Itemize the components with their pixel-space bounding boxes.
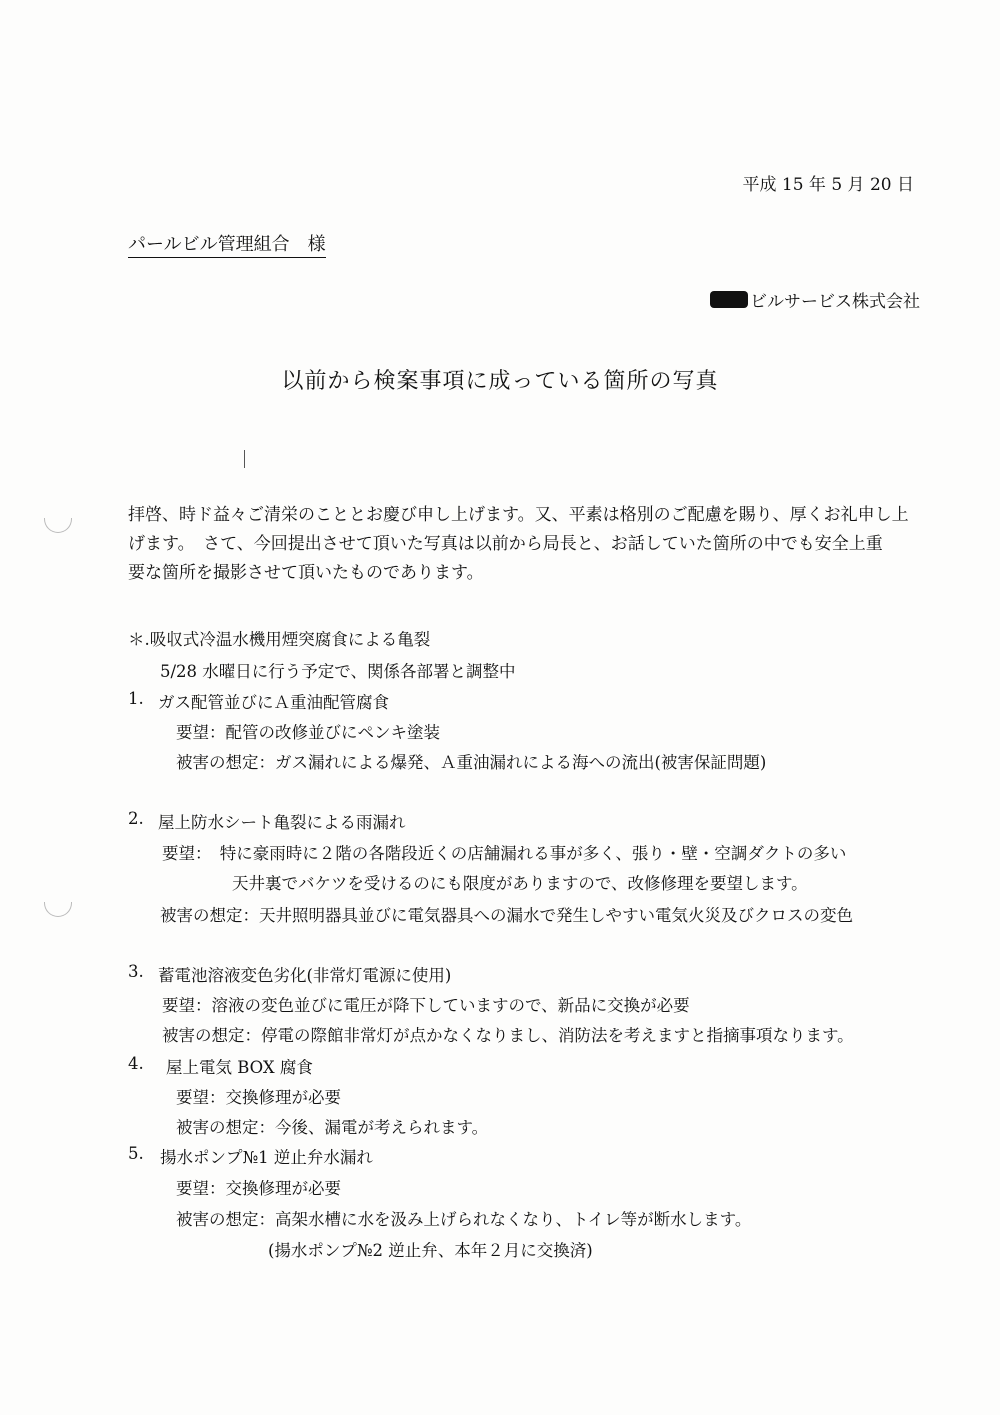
sender-company (710, 287, 920, 312)
intro-paragraph (128, 501, 928, 588)
item-number: 5. (128, 1144, 144, 1163)
document-title: 以前から検案事項に成っている箇所の写真 (281, 369, 719, 394)
item-note: (揚水ポンプ№2 逆止弁、本年２月に交換済) (268, 1241, 593, 1260)
item-title: 屋上電気 BOX 腐食 (166, 1058, 313, 1077)
item-request: 要望：交換修理が必要 (176, 1088, 341, 1107)
item-damage: 被害の想定：今後、漏電が考えられます。 (176, 1118, 489, 1137)
item-damage: 被害の想定：停電の際館非常灯が点かなくなりまし、消防法を考えますと指摘事項なります。 (162, 1026, 854, 1045)
stray-mark (244, 450, 245, 468)
item-number: 4. (128, 1054, 144, 1073)
intro-line: げます。 さて、今回提出させて頂いた写真は以前から局長と、お話していた箇所の中でも安全上重 (128, 534, 883, 554)
intro-line: 要な箇所を撮影させて頂いたものであります。 (128, 563, 484, 583)
punch-hole-mark (44, 902, 72, 917)
item-title: 揚水ポンプ№1 逆止弁水漏れ (160, 1148, 373, 1167)
item-request: 要望：溶液の変色並びに電圧が降下していますので、新品に交換が必要 (162, 996, 690, 1015)
recipient-name: パールビル管理組合 様 (128, 230, 326, 258)
item-number: 2. (128, 809, 144, 828)
item-title: 屋上防水シート亀裂による雨漏れ (158, 813, 406, 832)
sender-company-name: ビルサービス株式会社 (750, 292, 920, 312)
item-damage: 被害の想定：ガス漏れによる爆発、Ａ重油漏れによる海への流出(被害保証問題) (176, 753, 767, 772)
item-title: ガス配管並びにＡ重油配管腐食 (158, 693, 389, 712)
item-number: 1. (128, 689, 144, 708)
item-request: 要望：交換修理が必要 (176, 1179, 341, 1198)
item-request-continued: 天井裏でバケツを受けるのにも限度がありますので、改修修理を要望します。 (232, 874, 808, 893)
item-title: 蓄電池溶液変色劣化(非常灯電源に使用) (158, 966, 452, 985)
item-number: 3. (128, 962, 144, 981)
star-item-note: 5/28 水曜日に行う予定で、関係各部署と調整中 (160, 662, 516, 681)
punch-hole-mark (44, 518, 72, 533)
star-item-title: ＊.吸収式冷温水機用煙突腐食による亀裂 (128, 630, 431, 649)
item-request: 要望： 特に豪雨時に２階の各階段近くの店舗漏れる事が多く、張り・壁・空調ダクトの多い (162, 844, 847, 863)
item-request: 要望：配管の改修並びにペンキ塗装 (176, 723, 440, 742)
item-damage: 被害の想定：高架水槽に水を汲み上げられなくなり、トイレ等が断水します。 (176, 1210, 752, 1229)
document-date: 平成 15 年 5 月 20 日 (742, 175, 914, 195)
item-damage: 被害の想定：天井照明器具並びに電気器具への漏水で発生しやすい電気火災及びクロスの変色 (160, 906, 853, 925)
intro-line: 拝啓、時ド益々ご清栄のこととお慶び申し上げます。又、平素は格別のご配慮を賜り、厚くお礼申し上 (128, 505, 909, 525)
redaction-mark (710, 291, 748, 308)
